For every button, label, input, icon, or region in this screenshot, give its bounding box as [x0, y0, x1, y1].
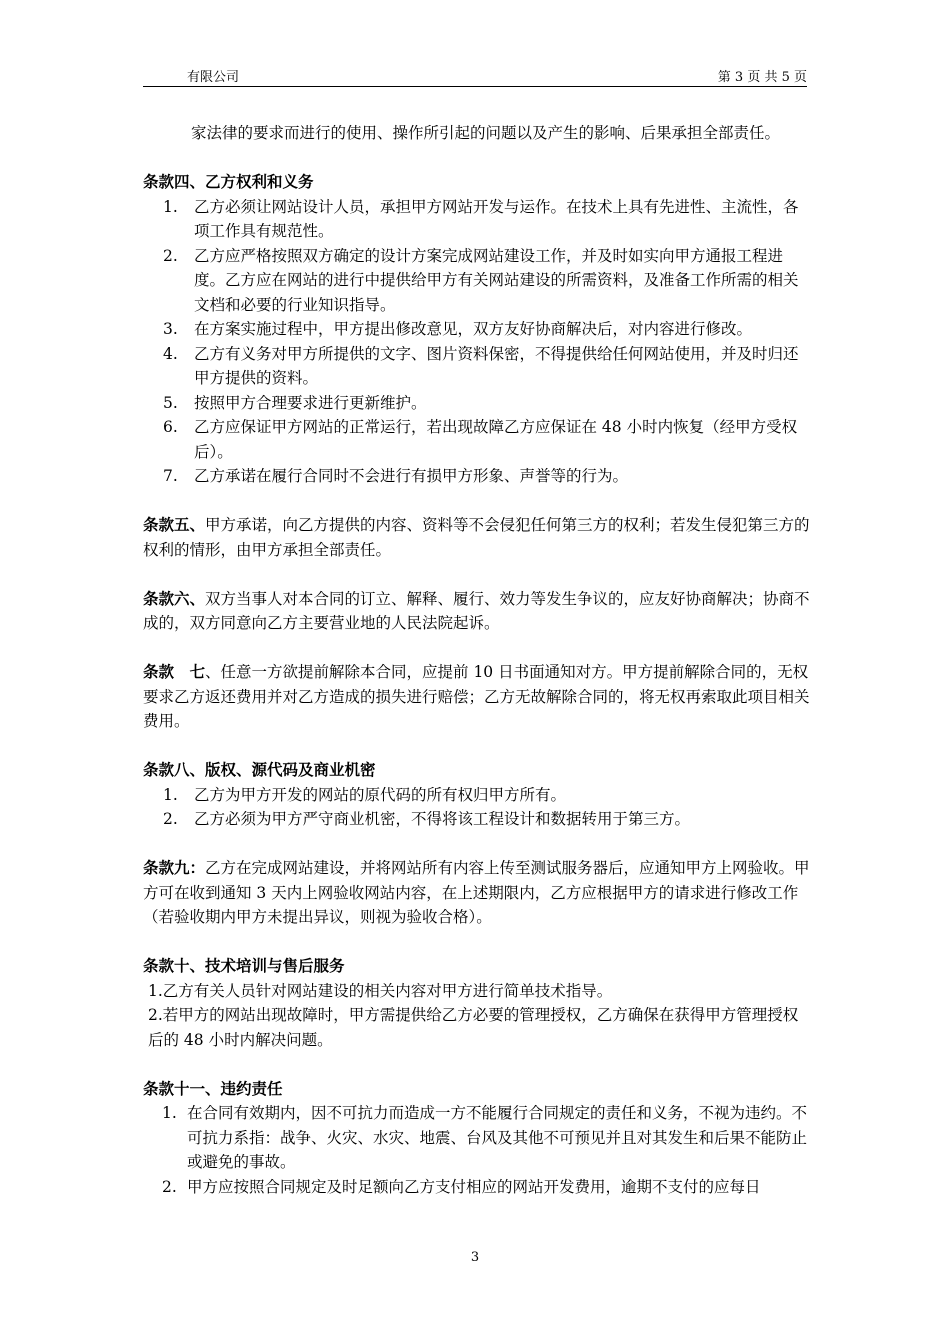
clause-6-text: 双方当事人对本合同的订立、解释、履行、效力等发生争议的，应友好协商解决；协商不成的，双方同意向乙方主要营业地的人民法院起诉。 [143, 589, 810, 632]
clause-5-text: 甲方承诺，向乙方提供的内容、资料等不会侵犯任何第三方的权利；若发生侵犯第三方的权利的情形，由甲方承担全部责任。 [143, 516, 810, 559]
clause-6 [143, 587, 811, 636]
clause-6-label: 条款六、 [143, 588, 206, 608]
header-company: 有限公司 [187, 70, 240, 85]
clause-5-label: 条款五、 [143, 515, 206, 534]
list-item: 4. 乙方有义务对甲方所提供的文字、图片资料保密，不得提供给任何网站使用，并及时归还甲方提供的资料。 [163, 344, 799, 387]
clause-8-heading: 条款八、版权、源代码及商业机密 [143, 760, 376, 779]
document-body [143, 121, 811, 1199]
clause-9-label: 条款九： [143, 858, 206, 877]
clause-8 [143, 758, 811, 832]
list-item: 1. 乙方必须让网站设计人员，承担甲方网站开发与运作。在技术上具有先进性、主流性，各项工作具有规范性。 [163, 197, 799, 240]
clause-7-label: 条款 七 [143, 662, 206, 681]
clause-7-text: 、任意一方欲提前解除本合同，应提前 10 日书面通知对方。甲方提前解除合同的，无权要求乙方返还费用并对乙方造成的损失进行赔偿；乙方无故解除合同的，将无权再索取此项目相关费用。 [143, 663, 810, 730]
clause-9-text: 乙方在完成网站建设，并将网站所有内容上传至测试服务器后，应通知甲方上网验收。甲方可在收到通知 3 天内上网验收网站内容，在上述期限内，乙方应根据甲方的请求进行修改工作（若验收期内甲方未提出异议，则视为验收合格）。 [143, 859, 810, 926]
clause-10-heading: 条款十、技术培训与售后服务 [143, 956, 345, 975]
clause-10 [143, 954, 811, 1052]
list-item: 6. 乙方应保证甲方网站的正常运行，若出现故障乙方应保证在 48 小时内恢复（经甲方受权后）。 [163, 418, 798, 461]
clause-11 [143, 1077, 811, 1200]
clause-9 [143, 856, 811, 930]
page-number: 3 [470, 1250, 480, 1265]
clause-10-item-1: 1.乙方有关人员针对网站建设的相关内容对甲方进行简单技术指导。 [148, 981, 613, 1000]
list-item: 2. 甲方应按照合同规定及时足额向乙方支付相应的网站开发费用，逾期不支付的应每日 [162, 1177, 761, 1196]
list-item: 7. 乙方承诺在履行合同时不会进行有损甲方形象、声誉等的行为。 [163, 467, 629, 485]
clause-7 [143, 660, 811, 734]
page-header [143, 62, 807, 87]
intro-paragraph: 家法律的要求而进行的使用、操作所引起的问题以及产生的影响、后果承担全部责任。 [191, 124, 781, 142]
list-item: 2. 乙方必须为甲方严守商业机密，不得将该工程设计和数据转用于第三方。 [163, 810, 691, 828]
clause-5 [143, 513, 811, 562]
list-item: 1. 乙方为甲方开发的网站的原代码的所有权归甲方所有。 [163, 785, 567, 804]
clause-4-heading: 条款四、乙方权利和义务 [143, 172, 314, 191]
list-item: 3. 在方案实施过程中，甲方提出修改意见，双方友好协商解决后，对内容进行修改。 [163, 320, 753, 338]
clause-11-list [143, 1101, 811, 1199]
list-item: 1. 在合同有效期内，因不可抗力而造成一方不能履行合同规定的责任和义务，不视为违约。不可抗力系指：战争、火灾、水灾、地震、台风及其他不可预见并且对其发生和后果不能防止或避免的事故。 [162, 1104, 808, 1171]
clause-8-list [143, 783, 811, 832]
clause-10-item-2: 2.若甲方的网站出现故障时，甲方需提供给乙方必要的管理授权，乙方确保在获得甲方管理授权后的 48 小时内解决问题。 [148, 1006, 799, 1049]
header-page-info: 第 3 页 共 5 页 [717, 70, 807, 85]
clause-4-list [143, 195, 811, 489]
clause-11-heading: 条款十一、违约责任 [143, 1078, 283, 1098]
clause-4 [143, 170, 811, 489]
list-item: 2. 乙方应严格按照双方确定的设计方案完成网站建设工作，并及时如实向甲方通报工程进度。乙方应在网站的进行中提供给甲方有关网站建设的所需资料，及准备工作所需的相关文档和必要的行业知识指导。 [163, 246, 799, 314]
list-item: 5. 按照甲方合理要求进行更新维护。 [163, 393, 427, 412]
